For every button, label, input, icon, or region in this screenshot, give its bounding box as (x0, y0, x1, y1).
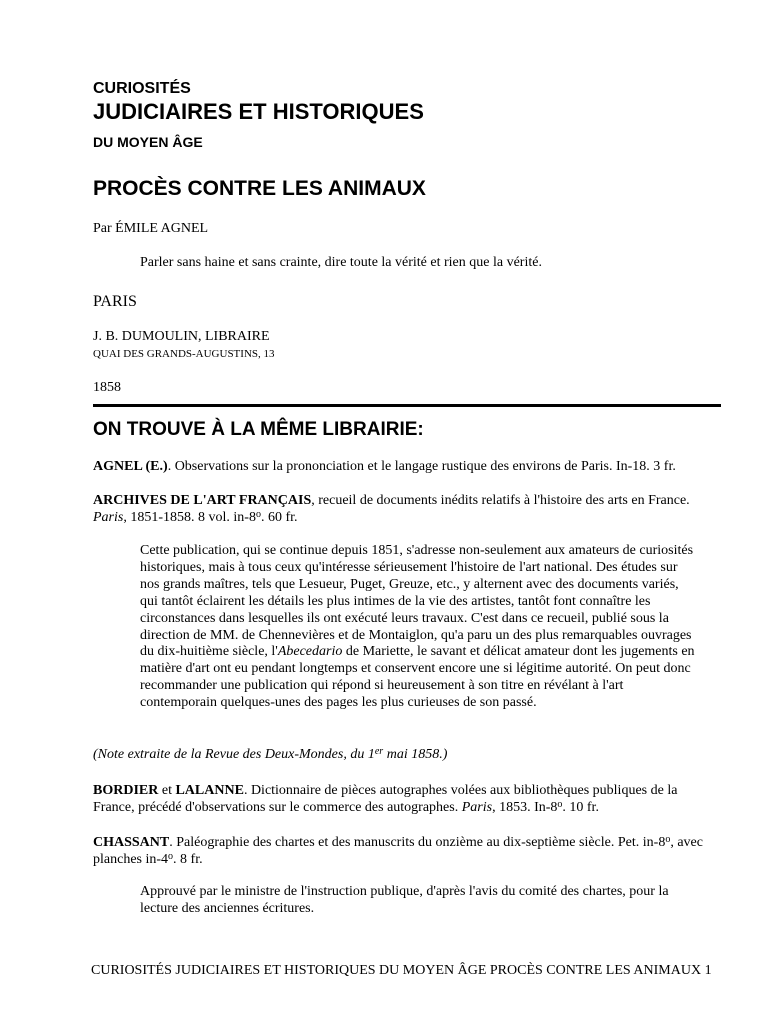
catalog-entry-bordier (93, 782, 713, 816)
entry-author: LALANNE (175, 783, 244, 798)
quote-text: de Mariette, le savant et délicat amateur dont les jugements en matière d'art ont eu pendant longtemps et conservent encore une si légitime autorité. On peut donc recommander une publication qui répond si heureusement à son titre en révélant à l'art contemporain quelques-unes des pages les plus curieuses de son passé. (140, 644, 695, 711)
series-title-line1: CURIOSITÉS (93, 80, 191, 97)
entry-author: BORDIER (93, 783, 159, 798)
series-title-line2: JUDICIAIRES ET HISTORIQUES (93, 99, 424, 124)
citation-note (93, 747, 447, 763)
publisher: J. B. DUMOULIN, LIBRAIRE (93, 329, 270, 344)
publisher-address: QUAI DES GRANDS-AUGUSTINS, 13 (93, 348, 275, 360)
entry-text: . Dictionnaire de pièces autographes volées aux bibliothèques publiques de la France, précédé d'observations sur le commerce des autographes. (93, 783, 678, 815)
entry-author: ARCHIVES DE L'ART FRANÇAIS (93, 493, 312, 508)
entry-author: CHASSANT (93, 835, 170, 850)
entry-place: Paris (461, 800, 493, 815)
entry-text: , 1851-1858. 8 vol. in-8 (123, 510, 256, 525)
entry-author: AGNEL (E.) (93, 459, 168, 474)
superscript: o (255, 509, 261, 520)
quote-italic: Abecedario (277, 644, 343, 660)
superscript: o (168, 851, 174, 862)
superscript: er (374, 746, 384, 757)
book-title: PROCÈS CONTRE LES ANIMAUX (93, 177, 426, 200)
note-text: (Note extraite de la Revue des Deux-Mondes, du 1 (93, 747, 375, 762)
entry-price: . 8 fr. (173, 852, 203, 867)
entry-text: . Observations sur la prononciation et le langage rustique des environs de Paris. In-18. 3 fr. (167, 459, 676, 474)
section-title: ON TROUVE À LA MÊME LIBRAIRIE: (93, 419, 424, 440)
series-title-line3: DU MOYEN ÂGE (93, 134, 203, 150)
superscript: o (665, 834, 671, 845)
publication-year: 1858 (93, 380, 121, 395)
entry-text: , 1853. In-8 (492, 800, 558, 815)
entry-price: . 60 fr. (260, 510, 298, 525)
entry-quote-archives (140, 543, 700, 712)
superscript: o (557, 799, 563, 810)
entry-text: . Paléographie des chartes et des manuscrits du onzième au dix-septième siècle. Pet. in-8 (169, 835, 666, 850)
author-line: Par ÉMILE AGNEL (93, 221, 209, 236)
publication-city: PARIS (93, 293, 137, 310)
entry-price: . 10 fr. (562, 800, 599, 815)
page-footer: CURIOSITÉS JUDICIAIRES ET HISTORIQUES DU MOYEN ÂGE PROCÈS CONTRE LES ANIMAUX 1 (91, 963, 712, 978)
entry-conjunction: et (158, 783, 176, 798)
entry-place: Paris (93, 510, 124, 525)
entry-quote-chassant: Approuvé par le ministre de l'instruction publique, d'après l'avis du comité des chartes, pour la lecture des anciennes écritures. (140, 884, 669, 916)
horizontal-rule (93, 404, 721, 407)
quote-text: Cette publication, qui se continue depuis 1851, s'adresse non-seulement aux amateurs de curiosités historiques, mais à tous ceux qu'intéresse sérieusement l'histoire de l'art national. Des études sur nos grands maîtres, tels que Lesueur, Puget, Greuze, etc., y alternent avec des documents variés, qui tantôt éclairent les détails les plus intimes de la vie des artistes, tantôt font connaître les circonstances dans lesquelles ils ont exécuté leurs travaux. C'est dans ce recueil, publié sous la direction de MM. de Chennevières et de Montaiglon, qu'a paru un des plus remarquables ouvrages du dix-huitième siècle, l' (140, 543, 694, 660)
catalog-entry-archives (93, 492, 713, 526)
epigraph: Parler sans haine et sans crainte, dire toute la vérité et rien que la vérité. (140, 255, 542, 270)
catalog-entry-chassant (93, 834, 713, 868)
catalog-entry-agnel (93, 458, 713, 475)
entry-text: , avec planches in-4 (93, 835, 703, 867)
note-text: mai 1858.) (383, 747, 448, 762)
entry-text: , recueil de documents inédits relatifs à l'histoire des arts en France. (311, 493, 690, 508)
